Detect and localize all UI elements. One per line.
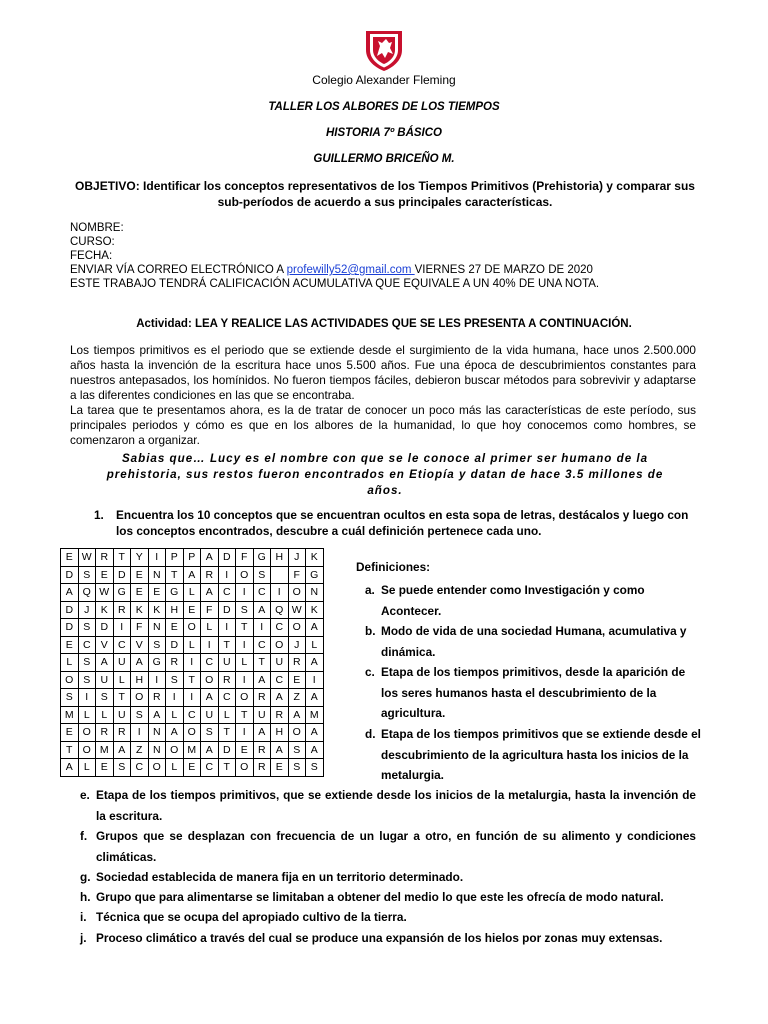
word-search-cell[interactable]: I — [201, 636, 219, 654]
word-search-cell[interactable]: S — [78, 671, 96, 689]
word-search-cell[interactable]: W — [78, 549, 96, 567]
word-search-cell[interactable]: L — [183, 636, 201, 654]
word-search-cell[interactable]: C — [253, 636, 271, 654]
word-search-cell[interactable]: L — [201, 619, 219, 637]
word-search-cell[interactable]: A — [306, 654, 324, 672]
word-search-cell[interactable]: D — [96, 619, 114, 637]
word-search-cell[interactable]: A — [148, 706, 166, 724]
email-link[interactable]: profewilly52@gmail.com — [286, 264, 415, 276]
definition-letter: e. — [80, 788, 90, 802]
send-instructions — [70, 264, 593, 278]
word-search-cell[interactable]: G — [148, 654, 166, 672]
word-search-cell[interactable]: T — [61, 741, 79, 759]
word-search-cell[interactable]: E — [61, 549, 79, 567]
word-search-cell[interactable]: R — [271, 706, 289, 724]
word-search-cell[interactable]: Q — [271, 601, 289, 619]
definition-letter: d. — [365, 727, 376, 741]
word-search-cell[interactable]: O — [271, 636, 289, 654]
word-search-cell[interactable]: L — [166, 759, 184, 777]
word-search-cell[interactable]: A — [131, 654, 149, 672]
word-search-cell[interactable]: C — [201, 759, 219, 777]
word-search-cell[interactable]: O — [288, 724, 306, 742]
word-search-cell[interactable]: D — [166, 636, 184, 654]
word-search-cell[interactable]: A — [253, 671, 271, 689]
word-search-cell[interactable]: A — [306, 724, 324, 742]
word-search-row — [61, 636, 324, 654]
word-search-cell[interactable]: I — [253, 619, 271, 637]
word-search-cell[interactable]: L — [306, 636, 324, 654]
word-search-cell[interactable]: K — [131, 601, 149, 619]
word-search-cell[interactable]: I — [166, 689, 184, 707]
word-search-cell[interactable]: I — [218, 619, 236, 637]
word-search-cell[interactable]: R — [166, 654, 184, 672]
word-search-cell[interactable]: C — [271, 671, 289, 689]
word-search-cell[interactable]: I — [131, 724, 149, 742]
word-search-cell[interactable]: T — [236, 706, 254, 724]
word-search-row — [61, 671, 324, 689]
word-search-cell[interactable]: O — [288, 619, 306, 637]
word-search-cell[interactable]: T — [236, 619, 254, 637]
word-search-cell[interactable]: L — [218, 706, 236, 724]
word-search-cell[interactable]: A — [96, 654, 114, 672]
word-search-cell[interactable]: S — [166, 671, 184, 689]
teacher-name: GUILLERMO BRICEÑO M. — [313, 153, 455, 165]
word-search-cell[interactable] — [271, 566, 289, 584]
word-search-cell[interactable]: E — [271, 759, 289, 777]
word-search-cell[interactable]: F — [236, 549, 254, 567]
intro-paragraph: La tarea que te presentamos ahora, es la de tratar de conocer un poco más las características de este período, sus principales periodos y cómo es que en los albores de la humanidad, lo que hoy conocemos como hombres, se comenzaron a organizar. — [70, 403, 696, 447]
word-search-cell[interactable]: T — [113, 689, 131, 707]
word-search-cell[interactable]: H — [131, 671, 149, 689]
definition-d — [365, 724, 705, 786]
definition-text: Grupo que para alimentarse se limitaban a obtener del medio lo que este les ofrecía de modo natural. — [96, 890, 664, 904]
word-search-cell[interactable]: N — [148, 566, 166, 584]
word-search-cell[interactable]: U — [96, 671, 114, 689]
word-search-cell[interactable]: K — [96, 601, 114, 619]
word-search-cell[interactable]: A — [253, 601, 271, 619]
word-search-cell[interactable]: A — [113, 741, 131, 759]
word-search-cell[interactable]: C — [218, 689, 236, 707]
word-search-cell[interactable]: O — [78, 724, 96, 742]
definition-f — [80, 826, 700, 867]
word-search-cell[interactable]: H — [271, 549, 289, 567]
word-search-cell[interactable]: E — [131, 584, 149, 602]
word-search-cell[interactable]: H — [271, 724, 289, 742]
word-search-cell[interactable]: A — [61, 584, 79, 602]
word-search-cell[interactable]: E — [61, 724, 79, 742]
word-search-cell[interactable]: O — [131, 689, 149, 707]
word-search-row — [61, 601, 324, 619]
word-search-cell[interactable]: C — [131, 759, 149, 777]
word-search-cell[interactable]: A — [201, 689, 219, 707]
send-suffix: VIERNES 27 DE MARZO DE 2020 — [414, 264, 593, 276]
word-search-cell[interactable]: L — [236, 654, 254, 672]
definition-g — [80, 867, 700, 887]
word-search-cell[interactable]: S — [253, 566, 271, 584]
word-search-cell[interactable]: D — [218, 601, 236, 619]
intro-text — [70, 343, 696, 448]
word-search-cell[interactable]: A — [201, 584, 219, 602]
word-search-cell[interactable]: W — [288, 601, 306, 619]
intro-paragraph: Los tiempos primitivos es el periodo que se extiende desde el surgimiento de la vida humana, hace unos 2.500.000 años hasta la invención de la escritura hace unos 5.500 años. Fue una época de descubrimientos constantes para nuestros antepasados, los homínidos. No fueron tiempos fáciles, debieron buscar métodos para sobrevivir y adaptarse a las diferentes condiciones en las que se encontraba. — [70, 343, 696, 402]
definition-letter: f. — [80, 829, 88, 843]
word-search-cell[interactable]: R — [96, 549, 114, 567]
word-search-cell[interactable]: S — [61, 689, 79, 707]
word-search-cell[interactable]: U — [271, 654, 289, 672]
grading-note: ESTE TRABAJO TENDRÁ CALIFICACIÓN ACUMULATIVA QUE EQUIVALE A UN 40% DE UNA NOTA. — [70, 278, 600, 290]
word-search-cell[interactable]: O — [78, 741, 96, 759]
word-search-cell[interactable]: K — [306, 601, 324, 619]
word-search-cell[interactable]: M — [61, 706, 79, 724]
word-search-cell[interactable]: D — [218, 549, 236, 567]
word-search-cell[interactable]: E — [183, 759, 201, 777]
word-search-cell[interactable]: C — [201, 654, 219, 672]
subject-title: HISTORIA 7º BÁSICO — [325, 127, 443, 139]
word-search-cell[interactable]: S — [236, 601, 254, 619]
definition-text: Se puede entender como Investigación y como Acontecer. — [381, 583, 645, 618]
word-search-cell[interactable]: M — [183, 741, 201, 759]
word-search-cell[interactable]: O — [183, 724, 201, 742]
word-search-cell[interactable]: R — [148, 689, 166, 707]
definition-text: Etapa de los tiempos primitivos que se extiende desde el descubrimiento de la agricultura hasta los inicios de la metalurgia. — [381, 727, 701, 782]
word-search-cell[interactable]: O — [288, 584, 306, 602]
word-search-cell[interactable]: S — [306, 759, 324, 777]
word-search-cell[interactable]: O — [61, 671, 79, 689]
word-search-cell[interactable]: S — [78, 654, 96, 672]
word-search-cell[interactable]: I — [236, 671, 254, 689]
word-search-cell[interactable]: G — [113, 584, 131, 602]
course-field-label: CURSO: — [70, 236, 115, 248]
objective: OBJETIVO: Identificar los conceptos representativos de los Tiempos Primitivos (Prehistoria) y comparar sus sub-períodos de acuerdo a sus principales características. — [75, 179, 695, 209]
word-search-row — [61, 549, 324, 567]
word-search-cell[interactable]: A — [201, 741, 219, 759]
word-search-cell[interactable]: D — [61, 566, 79, 584]
school-logo — [362, 28, 406, 72]
word-search-cell[interactable]: E — [183, 601, 201, 619]
word-search-row — [61, 619, 324, 637]
word-search-cell[interactable]: I — [78, 689, 96, 707]
word-search-cell[interactable]: L — [166, 706, 184, 724]
word-search-cell[interactable]: M — [306, 706, 324, 724]
word-search-cell[interactable]: T — [183, 671, 201, 689]
definition-letter: a. — [365, 583, 375, 597]
word-search-cell[interactable]: C — [183, 706, 201, 724]
word-search-cell[interactable]: A — [271, 689, 289, 707]
word-search-cell[interactable]: N — [148, 741, 166, 759]
word-search-grid — [60, 548, 324, 777]
definition-b — [365, 621, 705, 662]
definition-text: Grupos que se desplazan con frecuencia de un lugar a otro, en función de su alimento y condiciones climáticas. — [96, 829, 696, 864]
word-search-cell[interactable]: T — [253, 654, 271, 672]
word-search-cell[interactable]: E — [96, 759, 114, 777]
word-search-cell[interactable]: F — [131, 619, 149, 637]
word-search-cell[interactable]: T — [218, 759, 236, 777]
word-search-cell[interactable]: Q — [78, 584, 96, 602]
word-search-cell[interactable]: R — [253, 689, 271, 707]
word-search-cell[interactable]: D — [113, 566, 131, 584]
definition-text: Modo de vida de una sociedad Humana, acumulativa y dinámica. — [381, 624, 687, 659]
word-search-cell[interactable]: S — [131, 706, 149, 724]
word-search-row — [61, 566, 324, 584]
word-search-cell[interactable]: O — [236, 759, 254, 777]
word-search-cell[interactable]: P — [166, 549, 184, 567]
word-search-cell[interactable]: C — [253, 584, 271, 602]
word-search-cell[interactable]: A — [183, 566, 201, 584]
word-search-cell[interactable]: Z — [288, 689, 306, 707]
word-search-cell[interactable]: L — [61, 654, 79, 672]
definition-j — [80, 928, 700, 948]
word-search-cell[interactable]: L — [96, 706, 114, 724]
word-search-row — [61, 654, 324, 672]
word-search-cell[interactable]: W — [96, 584, 114, 602]
word-search-cell[interactable]: R — [113, 601, 131, 619]
word-search-cell[interactable]: I — [148, 549, 166, 567]
word-search-cell[interactable]: E — [96, 566, 114, 584]
definitions-title: Definiciones: — [356, 560, 431, 574]
word-search-cell[interactable]: O — [236, 689, 254, 707]
word-search-cell[interactable]: U — [201, 706, 219, 724]
word-search-cell[interactable]: N — [148, 619, 166, 637]
word-search-cell[interactable]: S — [96, 689, 114, 707]
word-search-cell[interactable]: A — [166, 724, 184, 742]
word-search-cell[interactable]: A — [201, 549, 219, 567]
word-search-cell[interactable]: A — [306, 741, 324, 759]
word-search-cell[interactable]: Z — [131, 741, 149, 759]
word-search-cell[interactable]: U — [113, 654, 131, 672]
definition-text: Etapa de los tiempos primitivos, desde la aparición de los seres humanos hasta el descubrimiento de la agricultura. — [381, 665, 686, 720]
word-search-cell[interactable]: I — [218, 566, 236, 584]
word-search-cell[interactable]: T — [218, 724, 236, 742]
shield-lion-icon — [362, 28, 406, 72]
word-search-cell[interactable]: C — [78, 636, 96, 654]
word-search-cell[interactable]: A — [288, 706, 306, 724]
word-search-cell[interactable]: O — [148, 759, 166, 777]
definition-text: Etapa de los tiempos primitivos, que se extiende desde los inicios de la metalurgia, hasta la invención de la escritura. — [96, 788, 696, 823]
word-search-cell[interactable]: V — [96, 636, 114, 654]
word-search-cell[interactable]: G — [253, 549, 271, 567]
send-prefix: ENVIAR VÍA CORREO ELECTRÓNICO A — [70, 264, 287, 276]
word-search-cell[interactable]: P — [183, 549, 201, 567]
word-search-row — [61, 724, 324, 742]
word-search-cell[interactable]: F — [288, 566, 306, 584]
word-search-cell[interactable]: I — [113, 619, 131, 637]
word-search-cell[interactable]: E — [236, 741, 254, 759]
word-search-cell[interactable]: I — [306, 671, 324, 689]
word-search-cell[interactable]: M — [96, 741, 114, 759]
word-search-cell[interactable]: J — [288, 636, 306, 654]
word-search-cell[interactable]: U — [218, 654, 236, 672]
word-search-row — [61, 741, 324, 759]
word-search-cell[interactable]: E — [61, 636, 79, 654]
name-field-label: NOMBRE: — [70, 222, 124, 234]
definition-text: Técnica que se ocupa del apropiado cultivo de la tierra. — [96, 910, 407, 924]
school-name: Colegio Alexander Fleming — [312, 73, 456, 87]
word-search-cell[interactable]: R — [113, 724, 131, 742]
word-search-cell[interactable]: S — [148, 636, 166, 654]
word-search-cell[interactable]: E — [288, 671, 306, 689]
word-search-cell[interactable]: O — [236, 566, 254, 584]
question-number: 1. — [94, 508, 104, 522]
word-search-cell[interactable]: C — [218, 584, 236, 602]
definition-text: Sociedad establecida de manera fija en un territorio determinado. — [96, 870, 464, 884]
word-search-cell[interactable]: A — [306, 689, 324, 707]
definition-letter: c. — [365, 665, 375, 679]
definition-letter: g. — [80, 870, 91, 884]
word-search-cell[interactable]: I — [271, 584, 289, 602]
word-search-cell[interactable]: S — [201, 724, 219, 742]
word-search-cell[interactable]: V — [131, 636, 149, 654]
word-search-cell[interactable]: A — [253, 724, 271, 742]
word-search-cell[interactable]: E — [166, 619, 184, 637]
word-search-cell[interactable]: L — [78, 759, 96, 777]
word-search-cell[interactable]: R — [218, 671, 236, 689]
word-search-cell[interactable]: A — [271, 741, 289, 759]
definition-letter: j. — [80, 931, 87, 945]
word-search-cell[interactable]: H — [166, 601, 184, 619]
definition-letter: b. — [365, 624, 376, 638]
word-search-cell[interactable]: S — [288, 741, 306, 759]
word-search-row — [61, 706, 324, 724]
word-search-cell[interactable]: U — [253, 706, 271, 724]
word-search-row — [61, 689, 324, 707]
word-search-cell[interactable]: I — [148, 671, 166, 689]
word-search-cell[interactable]: T — [166, 566, 184, 584]
activity-heading: Actividad: LEA Y REALICE LAS ACTIVIDADES QUE SE LES PRESENTA A CONTINUACIÓN. — [136, 318, 632, 330]
definition-c — [365, 662, 705, 724]
word-search-cell[interactable]: I — [183, 689, 201, 707]
word-search-cell[interactable]: C — [113, 636, 131, 654]
word-search-cell[interactable]: A — [306, 619, 324, 637]
definition-e — [80, 785, 700, 826]
word-search-cell[interactable]: O — [183, 619, 201, 637]
word-search-cell[interactable]: S — [288, 759, 306, 777]
word-search-cell[interactable]: R — [201, 566, 219, 584]
date-field-label: FECHA: — [70, 250, 113, 262]
word-search-cell[interactable]: Y — [131, 549, 149, 567]
definition-text: Proceso climático a través del cual se produce una expansión de los hielos por zonas muy extensas. — [96, 931, 663, 945]
definition-h — [80, 887, 700, 907]
word-search-cell[interactable]: T — [113, 549, 131, 567]
word-search-cell[interactable]: K — [148, 601, 166, 619]
word-search-cell[interactable]: N — [148, 724, 166, 742]
word-search-cell[interactable]: N — [306, 584, 324, 602]
word-search-cell[interactable]: D — [61, 619, 79, 637]
word-search-row — [61, 584, 324, 602]
word-search-cell[interactable]: J — [288, 549, 306, 567]
word-search-cell[interactable]: I — [236, 636, 254, 654]
definition-i — [80, 907, 700, 927]
word-search-cell[interactable]: C — [271, 619, 289, 637]
word-search-cell[interactable]: A — [61, 759, 79, 777]
word-search-cell[interactable]: G — [306, 566, 324, 584]
word-search-cell[interactable]: I — [236, 724, 254, 742]
word-search-cell[interactable]: S — [78, 619, 96, 637]
definition-letter: h. — [80, 890, 91, 904]
word-search-cell[interactable]: O — [201, 671, 219, 689]
word-search-cell[interactable]: J — [78, 601, 96, 619]
word-search-cell[interactable]: T — [218, 636, 236, 654]
word-search-cell[interactable]: R — [96, 724, 114, 742]
word-search-cell[interactable]: L — [78, 706, 96, 724]
word-search-cell[interactable]: K — [306, 549, 324, 567]
word-search-cell[interactable]: L — [183, 584, 201, 602]
word-search-cell[interactable]: D — [61, 601, 79, 619]
word-search-cell[interactable]: F — [201, 601, 219, 619]
word-search-cell[interactable]: E — [131, 566, 149, 584]
word-search-cell[interactable]: E — [148, 584, 166, 602]
word-search-row — [61, 759, 324, 777]
word-search-cell[interactable]: U — [113, 706, 131, 724]
word-search-cell[interactable]: I — [236, 584, 254, 602]
word-search-cell[interactable]: R — [253, 759, 271, 777]
workshop-title: TALLER LOS ALBORES DE LOS TIEMPOS — [268, 101, 500, 113]
word-search-cell[interactable]: R — [253, 741, 271, 759]
word-search-cell[interactable]: G — [166, 584, 184, 602]
word-search-cell[interactable]: S — [78, 566, 96, 584]
lucy-fact: Sabias que… Lucy es el nombre con que se le conoce al primer ser humano de la prehistoria, sus restos fueron encontrados en Etiopía y datan de hace 3.5 millones de años. — [106, 452, 664, 497]
question-text: Encuentra los 10 conceptos que se encuentran ocultos en esta sopa de letras, destácalos y luego con los conceptos encontrados, descubre a cuál definición pertenece cada uno. — [116, 508, 689, 538]
word-search-cell[interactable]: D — [218, 741, 236, 759]
definition-letter: i. — [80, 910, 87, 924]
word-search-cell[interactable]: L — [113, 671, 131, 689]
word-search-cell[interactable]: R — [288, 654, 306, 672]
word-search-cell[interactable]: I — [183, 654, 201, 672]
word-search-cell[interactable]: S — [113, 759, 131, 777]
word-search-cell[interactable]: O — [166, 741, 184, 759]
definition-a — [365, 580, 705, 621]
